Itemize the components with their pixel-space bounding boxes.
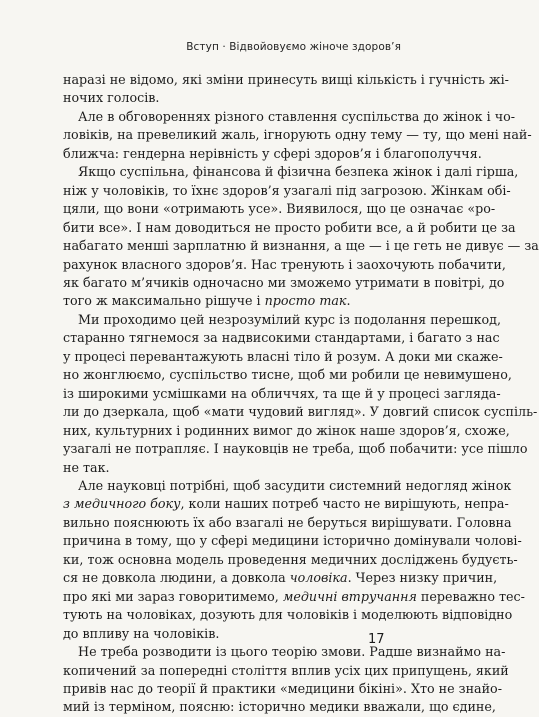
text-line: набагато менші зарплатню й визнання, а ще — і це геть не дивує — за <box>63 238 539 254</box>
text-line: причина в тому, що у сфері медицини історично домінували чолові- <box>63 533 522 549</box>
text-line: не так. <box>63 459 110 475</box>
text-line: з медичного боку, коли наших потреб часто не вирішують, непра- <box>63 496 509 512</box>
page-number: 17 <box>368 632 385 647</box>
text-line: них, культурних і родинних вимог до жінок наше здоров’я, схоже, <box>63 422 510 438</box>
text-line: тують на чоловіках, дозують для чоловіків і моделюють відповідно <box>63 607 513 623</box>
text-line: Але науковці потрібні, щоб засудити системний недогляд жінок <box>78 477 512 493</box>
text-line: узагалі не потрапляє. І науковців не треба, щоб побачити: усе пішло <box>63 441 528 457</box>
text-line: Якщо суспільна, фінансова й фізична безпека жінок і далі гірша, <box>78 164 519 180</box>
text-line: старанно тягнемося за надвисокими стандартами, і багато з нас <box>63 330 500 346</box>
body-text <box>63 71 539 717</box>
text-line: Ми проходимо цей незрозумілий курс із подолання перешкод, <box>78 311 502 327</box>
text-line: ближча: гендерна нерівність у сфері здоров’я і благополуччя. <box>63 145 482 161</box>
text-line: наразі не відомо, які зміни принесуть вищі кількість і гучність жі- <box>63 72 509 87</box>
text-line: того ж максимально рішуче і просто так. <box>63 293 351 309</box>
text-line: мий із терміном, поясню: історично медики вважали, що єдине, <box>63 699 496 715</box>
text-line: вильно пояснюють їх або взагалі не беруться вирішувати. Головна <box>63 514 512 530</box>
text-line: привів нас до теорії й практики «медицини бікіні». Хто не знайо- <box>63 680 502 696</box>
text-line: ся не довкола людини, а довкола чоловіка. Через низку причин, <box>63 570 498 586</box>
text-line: цяли, що вони «отримають усе». Виявилося, що це означає «ро- <box>63 201 496 217</box>
text-line: із широкими усмішками на обличчях, та ще й у процесі загляда- <box>63 385 501 401</box>
running-header: Вступ · Відвойовуємо жіноче здоров’я <box>186 41 401 53</box>
text-line: ли до дзеркала, щоб «мати чудовий вигляд». У довгий список суспіль- <box>63 404 538 420</box>
text-line: Не треба розводити із цього теорію змови. Радше визнаймо на- <box>78 644 506 660</box>
text-line: ночих голосів. <box>63 90 160 106</box>
text-line: про які ми зараз говоритимемо, медичні втручання переважно тес- <box>63 588 525 604</box>
text-line: ловіків, на превеликий жаль, ігнорують одну тему — ту, що мені най- <box>63 127 532 143</box>
text-line: Але в обговореннях різного ставлення суспільства до жінок і чо- <box>78 108 516 124</box>
text-line: до впливу на чоловіків. <box>63 625 220 641</box>
text-line: но жонглюємо, суспільство тисне, щоб ми робили це невимушено, <box>63 367 512 383</box>
text-line: ки, тож основна модель проведення медичних досліджень будуєть- <box>63 551 518 567</box>
text-line: копичений за попередні століття вплив усіх цих припущень, який <box>63 662 509 678</box>
text-line: ніж у чоловіків, то їхнє здоров’я узагалі під загрозою. Жінкам обі- <box>63 182 511 198</box>
text-line: як багато м’ячиків одночасно ми зможемо утримати в повітрі, до <box>63 274 505 290</box>
text-line: у процесі перевантажують власні тіло й розум. А доки ми скаже- <box>63 348 503 364</box>
text-line: бити все». І нам доводиться не просто робити все, а й робити це за <box>63 219 516 235</box>
text-line: рахунок власного здоров’я. Нас тренують і заохочують побачити, <box>63 256 506 272</box>
